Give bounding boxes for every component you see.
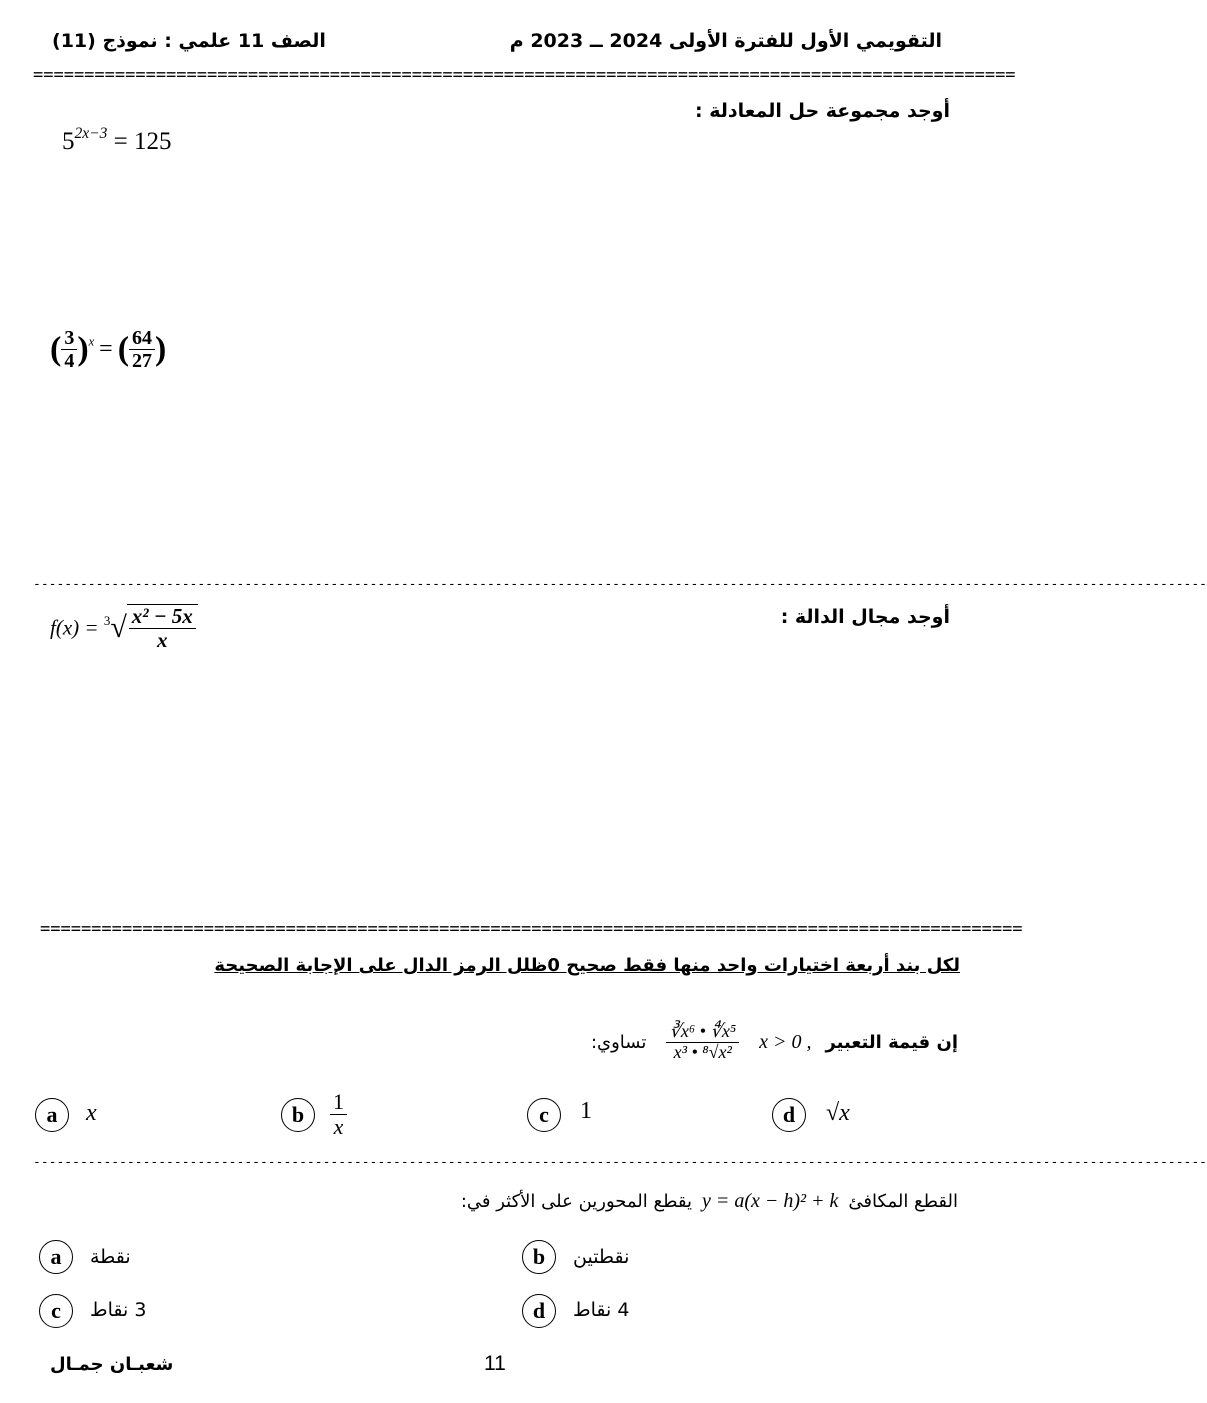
mcq2-option-b-bubble[interactable]: b <box>522 1240 556 1274</box>
equation-2 <box>50 327 166 372</box>
mcq2-option-c-text: 3 نقاط <box>90 1299 147 1321</box>
dashed-separator-2: ------------------------------------------------------------------------------------------------------------------------------------------------------ <box>33 1155 1207 1170</box>
mcq1-option-d-bubble[interactable]: d <box>772 1098 806 1132</box>
mcq1-option-c-bubble[interactable]: c <box>527 1098 561 1132</box>
mcq2-option-a-text: نقطة <box>90 1246 131 1268</box>
mcq2-option-a-bubble[interactable]: a <box>39 1240 73 1274</box>
grade-model: الصف 11 علمي : نموذج (11) <box>52 30 326 52</box>
q2-prompt: أوجد مجال الدالة : <box>780 606 950 628</box>
mcq1-option-a-text: x <box>86 1100 97 1126</box>
exam-title: التقويمي الأول للفترة الأولى 2024 ــ 2023 م <box>509 30 942 52</box>
eq2-exponent: x <box>88 334 95 349</box>
eq1-base: 5 <box>62 128 75 155</box>
close-paren-left: ) <box>77 330 89 368</box>
eq1-exponent: 2x−3 <box>74 125 108 143</box>
radicand-num: x² − 5x <box>129 605 196 629</box>
author-name: شعبـان جمـال <box>50 1354 174 1375</box>
mcq2-option-c-bubble[interactable]: c <box>39 1294 73 1328</box>
eq2-equals: = <box>99 336 113 362</box>
double-separator-top: ================================================================================================ <box>33 65 1016 85</box>
mcq2-option-b-text: نقطتين <box>573 1246 630 1268</box>
mcq1-expr-num: ∛x⁶ • ∜x⁵ <box>666 1022 739 1043</box>
q1-prompt: أوجد مجموعة حل المعادلة : <box>695 100 950 122</box>
mcq1-option-c-text: 1 <box>580 1098 592 1124</box>
mcq1-condition: x > 0 , <box>759 1030 812 1053</box>
mcq1-option-b-num: 1 <box>330 1090 347 1115</box>
mcq1-option-a-bubble[interactable]: a <box>35 1098 69 1132</box>
radicand <box>127 604 198 652</box>
mcq1-expr-den: x³ • ⁸√x² <box>673 1041 732 1062</box>
eq2-left-den: 4 <box>64 350 75 372</box>
eq2-right-num: 64 <box>129 327 155 350</box>
eq2-left-fraction <box>61 327 77 372</box>
mcq2-option-d-text: 4 نقاط <box>573 1299 630 1321</box>
eq2-right-fraction <box>129 327 155 372</box>
close-paren-right: ) <box>155 330 167 368</box>
mcq1-option-b-fraction <box>330 1090 347 1139</box>
double-separator-mcq: ================================================================================================ <box>40 919 1023 939</box>
mcq2-formula: y = a(x − h)² + k <box>701 1190 839 1212</box>
mcq1-option-d-text: √x <box>826 1100 850 1126</box>
radical-sign: √ <box>110 611 127 645</box>
eq1-rhs: = 125 <box>113 128 172 155</box>
open-paren-left: ( <box>50 330 62 368</box>
mcq-instruction: لكل بند أربعة اختيارات واحد منها فقط صحيح 0ظلل الرمز الدال على الإجابة الصحيحة <box>214 955 960 976</box>
function-lhs: f(x) = <box>50 615 99 640</box>
mcq2-stem <box>461 1190 958 1213</box>
page-number: 11 <box>484 1352 506 1375</box>
mcq1-stem <box>591 1010 958 1074</box>
mcq1-option-b-bubble[interactable]: b <box>281 1098 315 1132</box>
mcq2-suffix: يقطع المحورين على الأكثر في: <box>460 1191 692 1212</box>
eq2-left-num: 3 <box>61 327 77 350</box>
root-index: 3 <box>103 612 111 628</box>
eq2-right-den: 27 <box>132 350 153 372</box>
radicand-den: x <box>157 628 168 653</box>
mcq1-option-b-den: x <box>333 1114 344 1140</box>
dashed-separator-1: ------------------------------------------------------------------------------------------------------------------------------------------------------ <box>33 577 1207 592</box>
mcq1-expression <box>666 1022 739 1063</box>
mcq2-option-d-bubble[interactable]: d <box>522 1294 556 1328</box>
mcq1-suffix: تساوي: <box>590 1031 647 1053</box>
mcq1-prefix: إن قيمة التعبير <box>825 1031 958 1053</box>
equation-1 <box>62 125 172 156</box>
open-paren-right: ( <box>117 330 130 368</box>
mcq2-prefix: القطع المكافئ <box>848 1191 958 1212</box>
function-definition <box>50 604 198 652</box>
